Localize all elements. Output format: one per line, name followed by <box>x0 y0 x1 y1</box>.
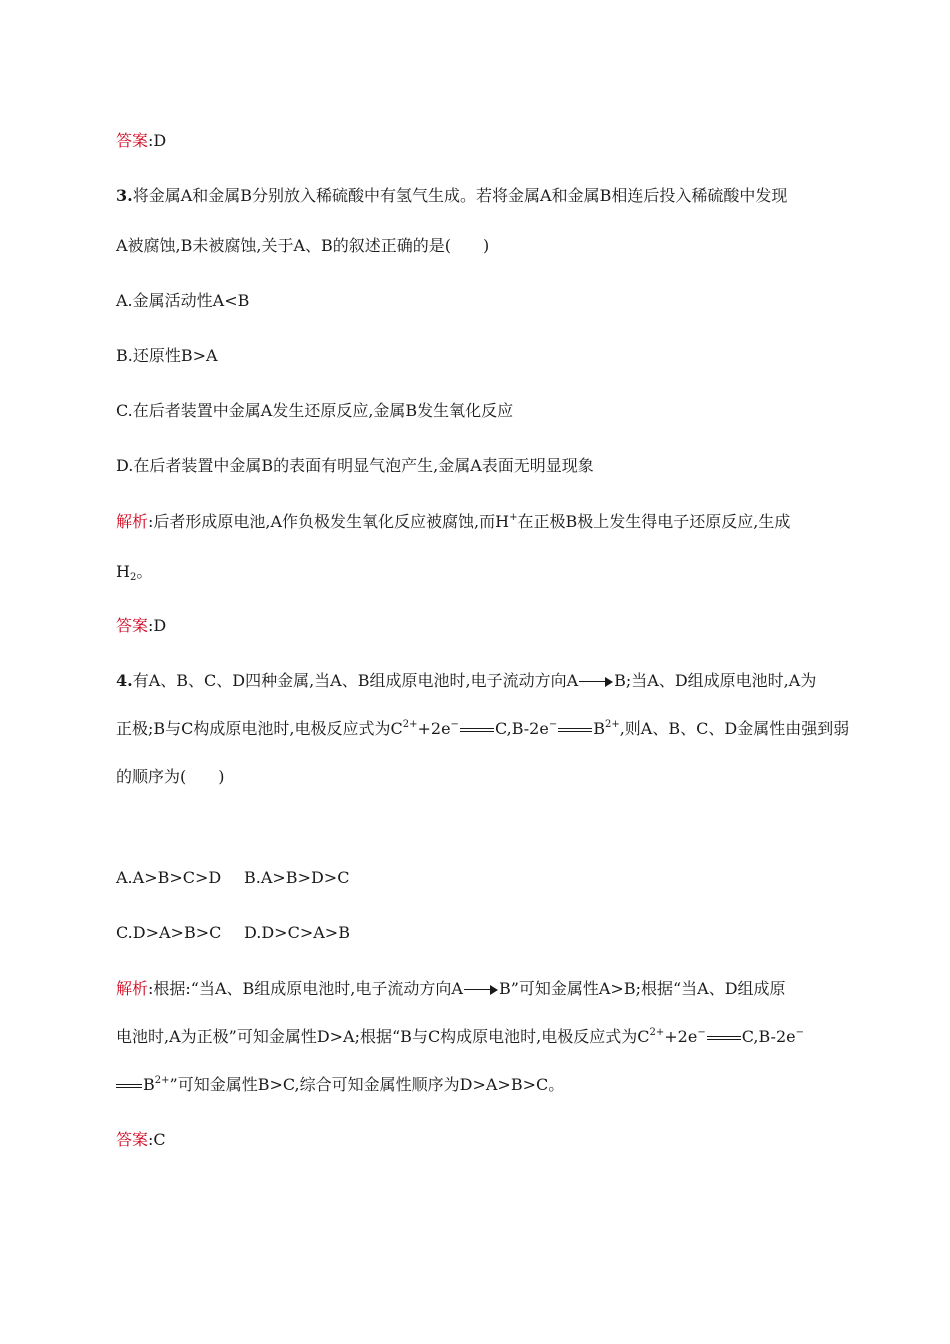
analysis-text: 电池时,A为正极”可知金属性D>A;根据“B与C构成原电池时,电极反应式为C <box>116 1027 650 1046</box>
analysis-text: :后者形成原电池,A作负极发生氧化反应被腐蚀,而H <box>148 512 510 531</box>
analysis-text: 。 <box>136 562 153 581</box>
arrow-icon <box>579 677 613 687</box>
answer-label: 答案 <box>116 131 149 150</box>
answer-line-3 <box>116 616 166 636</box>
analysis-4-line-3 <box>116 1075 564 1095</box>
question-4-option-c: C.D>A>B>C <box>116 923 222 942</box>
double-line-equals-icon <box>707 1033 741 1043</box>
subscript: 2 <box>129 572 137 583</box>
superscript: 2+ <box>402 719 418 730</box>
superscript: 2+ <box>604 719 620 730</box>
answer-label: 答案 <box>116 616 149 635</box>
analysis-text: 在正极B极上发生得电子还原反应,生成 <box>517 512 791 531</box>
question-4-stem-line-1 <box>116 671 816 691</box>
answer-line-1 <box>116 131 166 151</box>
answer-line-4 <box>116 1130 166 1150</box>
analysis-label: 解析 <box>116 512 149 531</box>
answer-value: :D <box>148 131 167 150</box>
superscript: − <box>548 719 558 730</box>
analysis-text: B”可知金属性A>B;根据“当A、D组成原 <box>498 979 786 998</box>
question-3-option-b: B.还原性B>A <box>116 346 218 365</box>
analysis-text: H <box>116 562 130 581</box>
analysis-text: C,B-2e <box>741 1027 796 1046</box>
analysis-text: ”可知金属性B>C,综合可知金属性顺序为D>A>B>C。 <box>169 1075 565 1094</box>
question-text: B <box>593 719 605 738</box>
double-line-equals-icon <box>558 725 592 735</box>
question-3-option-a: A.金属活动性A<B <box>116 291 250 310</box>
question-text: 将金属A和金属B分别放入稀硫酸中有氢气生成。若将金属A和金属B相连后投入稀硫酸中发现 <box>132 186 788 205</box>
superscript: − <box>697 1027 706 1038</box>
analysis-3-line-2 <box>116 562 152 582</box>
question-text: 正极;B与C构成原电池时,电极反应式为C <box>116 719 403 738</box>
superscript: + <box>509 512 518 523</box>
question-4-option-b: B.A>B>D>C <box>244 868 350 887</box>
question-4-options-row-1 <box>116 868 349 888</box>
superscript: − <box>450 719 459 730</box>
analysis-text: +2e <box>664 1027 698 1046</box>
question-text: C,B-2e <box>494 719 549 738</box>
question-4-options-row-2 <box>116 923 350 943</box>
question-text: +2e <box>417 719 451 738</box>
analysis-4-line-2 <box>116 1027 804 1047</box>
question-text: B;当A、D组成原电池时,A为 <box>614 671 817 690</box>
superscript: 2+ <box>154 1075 170 1086</box>
analysis-text: B <box>143 1075 155 1094</box>
question-text: 有A、B、C、D四种金属,当A、B组成原电池时,电子流动方向A <box>132 671 579 690</box>
double-line-equals-icon <box>460 725 494 735</box>
question-3-option-c: C.在后者装置中金属A发生还原反应,金属B发生氧化反应 <box>116 401 514 420</box>
question-4-option-a: A.A>B>C>D <box>116 868 222 887</box>
analysis-label: 解析 <box>116 979 149 998</box>
question-number: 3. <box>116 186 133 205</box>
question-text: ,则A、B、C、D金属性由强到弱 <box>619 719 850 738</box>
arrow-icon <box>464 985 498 995</box>
superscript: 2+ <box>649 1027 665 1038</box>
question-4-stem-line-2 <box>116 719 849 739</box>
analysis-4-line-1 <box>116 979 786 999</box>
analysis-text: :根据:“当A、B组成原电池时,电子流动方向A <box>148 979 463 998</box>
question-3-stem-line-1 <box>116 186 787 206</box>
question-number: 4. <box>116 671 133 690</box>
double-line-equals-icon <box>116 1081 142 1091</box>
analysis-3-line-1 <box>116 512 790 532</box>
question-4-stem-line-3: 的顺序为( ) <box>116 767 225 786</box>
answer-value: :C <box>148 1130 166 1149</box>
question-4-option-d: D.D>C>A>B <box>244 923 350 942</box>
answer-value: :D <box>148 616 167 635</box>
answer-label: 答案 <box>116 1130 149 1149</box>
question-3-stem-line-2: A被腐蚀,B未被腐蚀,关于A、B的叙述正确的是( ) <box>116 236 490 255</box>
question-3-option-d: D.在后者装置中金属B的表面有明显气泡产生,金属A表面无明显现象 <box>116 456 594 475</box>
superscript: − <box>795 1027 804 1038</box>
